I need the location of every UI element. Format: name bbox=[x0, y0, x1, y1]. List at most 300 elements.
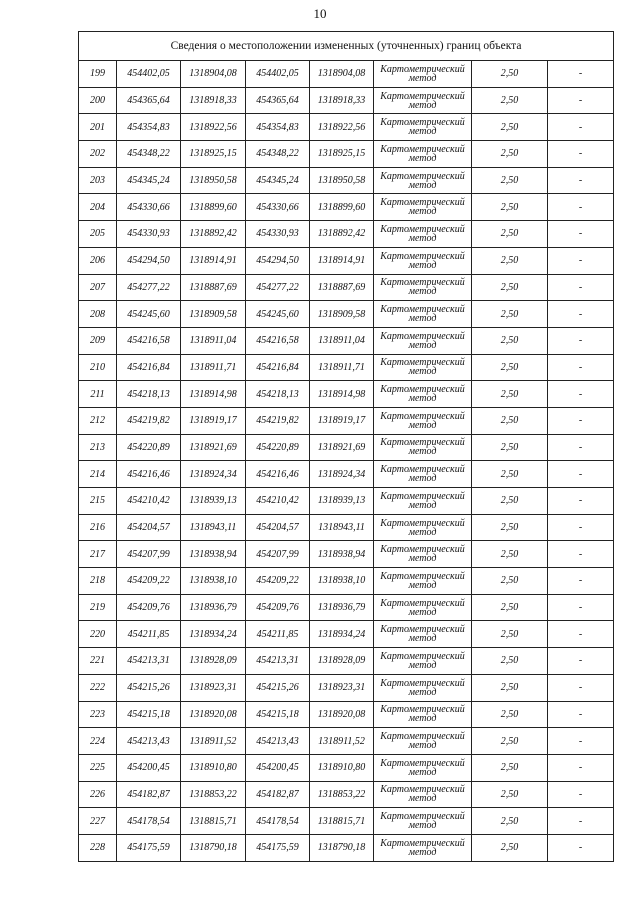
method-line-2: метод bbox=[408, 366, 437, 378]
x-existing-cell: 454219,82 bbox=[117, 407, 181, 434]
y-existing-cell: 1318910,80 bbox=[181, 754, 246, 781]
table-row bbox=[79, 461, 614, 488]
x-existing-cell: 454213,43 bbox=[117, 728, 181, 755]
point-number-cell: 225 bbox=[79, 754, 117, 781]
method-line-2: метод bbox=[408, 740, 437, 752]
x-refined-cell: 454200,45 bbox=[246, 754, 310, 781]
method-line-2: метод bbox=[408, 339, 437, 351]
y-existing-cell: 1318938,94 bbox=[181, 541, 246, 568]
y-existing-cell: 1318938,10 bbox=[181, 568, 246, 595]
method-cell bbox=[374, 808, 472, 835]
method-line-2: метод bbox=[408, 553, 437, 565]
method-line-2: метод bbox=[408, 286, 437, 298]
note-cell: - bbox=[548, 87, 614, 114]
x-existing-cell: 454220,89 bbox=[117, 434, 181, 461]
y-refined-cell: 1318924,34 bbox=[310, 461, 374, 488]
method-cell bbox=[374, 221, 472, 248]
method-cell bbox=[374, 434, 472, 461]
table-row bbox=[79, 568, 614, 595]
method-line-2: метод bbox=[408, 446, 437, 458]
y-refined-cell: 1318936,79 bbox=[310, 594, 374, 621]
x-refined-cell: 454215,18 bbox=[246, 701, 310, 728]
y-existing-cell: 1318943,11 bbox=[181, 514, 246, 541]
x-refined-cell: 454213,31 bbox=[246, 648, 310, 675]
method-line-2: метод bbox=[408, 659, 437, 671]
method-line-1: Картометрический bbox=[380, 90, 465, 102]
accuracy-cell: 2,50 bbox=[472, 834, 548, 861]
x-existing-cell: 454207,99 bbox=[117, 541, 181, 568]
y-existing-cell: 1318934,24 bbox=[181, 621, 246, 648]
method-line-1: Картометрический bbox=[380, 597, 465, 609]
note-cell: - bbox=[548, 514, 614, 541]
accuracy-cell: 2,50 bbox=[472, 461, 548, 488]
method-cell bbox=[374, 541, 472, 568]
method-line-2: метод bbox=[408, 419, 437, 431]
point-number-cell: 208 bbox=[79, 301, 117, 328]
method-line-1: Картометрический bbox=[380, 357, 465, 369]
accuracy-cell: 2,50 bbox=[472, 301, 548, 328]
method-line-2: метод bbox=[408, 713, 437, 725]
note-cell: - bbox=[548, 327, 614, 354]
x-refined-cell: 454245,60 bbox=[246, 301, 310, 328]
table-row bbox=[79, 434, 614, 461]
note-cell: - bbox=[548, 141, 614, 168]
note-cell: - bbox=[548, 488, 614, 515]
method-cell bbox=[374, 568, 472, 595]
x-refined-cell: 454345,24 bbox=[246, 167, 310, 194]
table-row bbox=[79, 488, 614, 515]
accuracy-cell: 2,50 bbox=[472, 61, 548, 88]
note-cell: - bbox=[548, 274, 614, 301]
x-refined-cell: 454211,85 bbox=[246, 621, 310, 648]
method-line-1: Картометрический bbox=[380, 63, 465, 75]
x-existing-cell: 454216,84 bbox=[117, 354, 181, 381]
x-existing-cell: 454330,93 bbox=[117, 221, 181, 248]
point-number-cell: 204 bbox=[79, 194, 117, 221]
table-row bbox=[79, 274, 614, 301]
x-existing-cell: 454175,59 bbox=[117, 834, 181, 861]
point-number-cell: 215 bbox=[79, 488, 117, 515]
method-line-2: метод bbox=[408, 152, 437, 164]
x-existing-cell: 454345,24 bbox=[117, 167, 181, 194]
method-line-2: метод bbox=[408, 393, 437, 405]
y-refined-cell: 1318853,22 bbox=[310, 781, 374, 808]
note-cell: - bbox=[548, 221, 614, 248]
method-line-1: Картометрический bbox=[380, 704, 465, 716]
y-existing-cell: 1318920,08 bbox=[181, 701, 246, 728]
method-line-2: метод bbox=[408, 126, 437, 138]
y-refined-cell: 1318790,18 bbox=[310, 834, 374, 861]
y-existing-cell: 1318909,58 bbox=[181, 301, 246, 328]
method-line-1: Картометрический bbox=[380, 250, 465, 262]
table-row bbox=[79, 514, 614, 541]
note-cell: - bbox=[548, 834, 614, 861]
point-number-cell: 227 bbox=[79, 808, 117, 835]
y-existing-cell: 1318911,52 bbox=[181, 728, 246, 755]
method-cell bbox=[374, 61, 472, 88]
y-existing-cell: 1318939,13 bbox=[181, 488, 246, 515]
x-refined-cell: 454209,22 bbox=[246, 568, 310, 595]
accuracy-cell: 2,50 bbox=[472, 568, 548, 595]
method-cell bbox=[374, 781, 472, 808]
accuracy-cell: 2,50 bbox=[472, 221, 548, 248]
point-number-cell: 213 bbox=[79, 434, 117, 461]
note-cell: - bbox=[548, 808, 614, 835]
accuracy-cell: 2,50 bbox=[472, 194, 548, 221]
y-existing-cell: 1318925,15 bbox=[181, 141, 246, 168]
x-refined-cell: 454210,42 bbox=[246, 488, 310, 515]
method-line-1: Картометрический bbox=[380, 757, 465, 769]
note-cell: - bbox=[548, 754, 614, 781]
point-number-cell: 223 bbox=[79, 701, 117, 728]
method-line-2: метод bbox=[408, 846, 437, 858]
point-number-cell: 211 bbox=[79, 381, 117, 408]
x-refined-cell: 454209,76 bbox=[246, 594, 310, 621]
point-number-cell: 199 bbox=[79, 61, 117, 88]
y-existing-cell: 1318790,18 bbox=[181, 834, 246, 861]
point-number-cell: 212 bbox=[79, 407, 117, 434]
method-line-2: метод bbox=[408, 793, 437, 805]
method-cell bbox=[374, 594, 472, 621]
method-cell bbox=[374, 114, 472, 141]
note-cell: - bbox=[548, 541, 614, 568]
method-cell bbox=[374, 354, 472, 381]
x-refined-cell: 454216,46 bbox=[246, 461, 310, 488]
y-refined-cell: 1318892,42 bbox=[310, 221, 374, 248]
y-existing-cell: 1318892,42 bbox=[181, 221, 246, 248]
y-existing-cell: 1318924,34 bbox=[181, 461, 246, 488]
method-line-1: Картометрический bbox=[380, 223, 465, 235]
y-refined-cell: 1318904,08 bbox=[310, 61, 374, 88]
table-row bbox=[79, 834, 614, 861]
y-refined-cell: 1318909,58 bbox=[310, 301, 374, 328]
y-refined-cell: 1318914,98 bbox=[310, 381, 374, 408]
method-cell bbox=[374, 514, 472, 541]
boundary-coordinates-table bbox=[78, 31, 614, 862]
table-row bbox=[79, 114, 614, 141]
method-cell bbox=[374, 407, 472, 434]
x-existing-cell: 454211,85 bbox=[117, 621, 181, 648]
method-line-2: метод bbox=[408, 313, 437, 325]
method-line-1: Картометрический bbox=[380, 650, 465, 662]
x-refined-cell: 454213,43 bbox=[246, 728, 310, 755]
point-number-cell: 209 bbox=[79, 327, 117, 354]
point-number-cell: 216 bbox=[79, 514, 117, 541]
accuracy-cell: 2,50 bbox=[472, 327, 548, 354]
accuracy-cell: 2,50 bbox=[472, 114, 548, 141]
point-number-cell: 218 bbox=[79, 568, 117, 595]
x-existing-cell: 454245,60 bbox=[117, 301, 181, 328]
method-line-2: метод bbox=[408, 579, 437, 591]
method-cell bbox=[374, 728, 472, 755]
accuracy-cell: 2,50 bbox=[472, 781, 548, 808]
accuracy-cell: 2,50 bbox=[472, 808, 548, 835]
y-refined-cell: 1318925,15 bbox=[310, 141, 374, 168]
y-existing-cell: 1318922,56 bbox=[181, 114, 246, 141]
table-row bbox=[79, 194, 614, 221]
x-refined-cell: 454330,93 bbox=[246, 221, 310, 248]
accuracy-cell: 2,50 bbox=[472, 488, 548, 515]
accuracy-cell: 2,50 bbox=[472, 87, 548, 114]
note-cell: - bbox=[548, 194, 614, 221]
note-cell: - bbox=[548, 701, 614, 728]
accuracy-cell: 2,50 bbox=[472, 754, 548, 781]
y-existing-cell: 1318853,22 bbox=[181, 781, 246, 808]
table-row bbox=[79, 141, 614, 168]
y-refined-cell: 1318914,91 bbox=[310, 247, 374, 274]
table-row bbox=[79, 808, 614, 835]
method-line-1: Картометрический bbox=[380, 117, 465, 129]
table-row bbox=[79, 728, 614, 755]
x-existing-cell: 454213,31 bbox=[117, 648, 181, 675]
table-row bbox=[79, 407, 614, 434]
method-line-1: Картометрический bbox=[380, 170, 465, 182]
point-number-cell: 206 bbox=[79, 247, 117, 274]
method-line-1: Картометрический bbox=[380, 384, 465, 396]
method-line-1: Картометрический bbox=[380, 517, 465, 529]
x-existing-cell: 454182,87 bbox=[117, 781, 181, 808]
y-existing-cell: 1318919,17 bbox=[181, 407, 246, 434]
method-cell bbox=[374, 301, 472, 328]
x-refined-cell: 454216,84 bbox=[246, 354, 310, 381]
y-refined-cell: 1318911,04 bbox=[310, 327, 374, 354]
method-cell bbox=[374, 621, 472, 648]
y-existing-cell: 1318950,58 bbox=[181, 167, 246, 194]
x-existing-cell: 454216,58 bbox=[117, 327, 181, 354]
table-row bbox=[79, 247, 614, 274]
method-cell bbox=[374, 648, 472, 675]
point-number-cell: 217 bbox=[79, 541, 117, 568]
x-refined-cell: 454215,26 bbox=[246, 674, 310, 701]
point-number-cell: 207 bbox=[79, 274, 117, 301]
method-line-1: Картометрический bbox=[380, 304, 465, 316]
method-cell bbox=[374, 247, 472, 274]
method-line-2: метод bbox=[408, 99, 437, 111]
y-refined-cell: 1318938,10 bbox=[310, 568, 374, 595]
accuracy-cell: 2,50 bbox=[472, 381, 548, 408]
method-cell bbox=[374, 274, 472, 301]
note-cell: - bbox=[548, 594, 614, 621]
x-existing-cell: 454200,45 bbox=[117, 754, 181, 781]
x-refined-cell: 454354,83 bbox=[246, 114, 310, 141]
method-line-2: метод bbox=[408, 766, 437, 778]
table-row bbox=[79, 541, 614, 568]
method-cell bbox=[374, 194, 472, 221]
y-refined-cell: 1318887,69 bbox=[310, 274, 374, 301]
method-line-1: Картометрический bbox=[380, 197, 465, 209]
note-cell: - bbox=[548, 728, 614, 755]
method-line-1: Картометрический bbox=[380, 624, 465, 636]
note-cell: - bbox=[548, 61, 614, 88]
x-refined-cell: 454402,05 bbox=[246, 61, 310, 88]
y-refined-cell: 1318923,31 bbox=[310, 674, 374, 701]
y-refined-cell: 1318921,69 bbox=[310, 434, 374, 461]
y-existing-cell: 1318899,60 bbox=[181, 194, 246, 221]
x-refined-cell: 454204,57 bbox=[246, 514, 310, 541]
method-cell bbox=[374, 87, 472, 114]
table-row bbox=[79, 701, 614, 728]
table-row bbox=[79, 354, 614, 381]
method-line-2: метод bbox=[408, 206, 437, 218]
accuracy-cell: 2,50 bbox=[472, 434, 548, 461]
note-cell: - bbox=[548, 674, 614, 701]
note-cell: - bbox=[548, 461, 614, 488]
point-number-cell: 222 bbox=[79, 674, 117, 701]
point-number-cell: 224 bbox=[79, 728, 117, 755]
note-cell: - bbox=[548, 354, 614, 381]
point-number-cell: 202 bbox=[79, 141, 117, 168]
x-refined-cell: 454216,58 bbox=[246, 327, 310, 354]
y-existing-cell: 1318923,31 bbox=[181, 674, 246, 701]
y-refined-cell: 1318911,71 bbox=[310, 354, 374, 381]
table-row bbox=[79, 221, 614, 248]
method-line-2: метод bbox=[408, 259, 437, 271]
x-refined-cell: 454277,22 bbox=[246, 274, 310, 301]
y-refined-cell: 1318939,13 bbox=[310, 488, 374, 515]
method-line-1: Картометрический bbox=[380, 837, 465, 849]
method-line-1: Картометрический bbox=[380, 410, 465, 422]
y-existing-cell: 1318936,79 bbox=[181, 594, 246, 621]
note-cell: - bbox=[548, 114, 614, 141]
table-row bbox=[79, 621, 614, 648]
note-cell: - bbox=[548, 381, 614, 408]
method-line-1: Картометрический bbox=[380, 464, 465, 476]
table-row bbox=[79, 674, 614, 701]
table-title-row bbox=[79, 32, 614, 61]
method-cell bbox=[374, 141, 472, 168]
note-cell: - bbox=[548, 407, 614, 434]
y-existing-cell: 1318911,71 bbox=[181, 354, 246, 381]
note-cell: - bbox=[548, 648, 614, 675]
table-row bbox=[79, 594, 614, 621]
x-refined-cell: 454218,13 bbox=[246, 381, 310, 408]
method-line-1: Картометрический bbox=[380, 811, 465, 823]
point-number-cell: 203 bbox=[79, 167, 117, 194]
x-existing-cell: 454365,64 bbox=[117, 87, 181, 114]
y-refined-cell: 1318815,71 bbox=[310, 808, 374, 835]
table-row bbox=[79, 754, 614, 781]
x-refined-cell: 454330,66 bbox=[246, 194, 310, 221]
method-cell bbox=[374, 381, 472, 408]
note-cell: - bbox=[548, 434, 614, 461]
note-cell: - bbox=[548, 301, 614, 328]
method-line-2: метод bbox=[408, 473, 437, 485]
point-number-cell: 214 bbox=[79, 461, 117, 488]
x-refined-cell: 454365,64 bbox=[246, 87, 310, 114]
method-cell bbox=[374, 754, 472, 781]
y-refined-cell: 1318918,33 bbox=[310, 87, 374, 114]
x-refined-cell: 454348,22 bbox=[246, 141, 310, 168]
table-row bbox=[79, 61, 614, 88]
method-cell bbox=[374, 834, 472, 861]
accuracy-cell: 2,50 bbox=[472, 407, 548, 434]
x-existing-cell: 454348,22 bbox=[117, 141, 181, 168]
x-refined-cell: 454182,87 bbox=[246, 781, 310, 808]
y-existing-cell: 1318904,08 bbox=[181, 61, 246, 88]
accuracy-cell: 2,50 bbox=[472, 621, 548, 648]
accuracy-cell: 2,50 bbox=[472, 541, 548, 568]
method-line-1: Картометрический bbox=[380, 570, 465, 582]
y-existing-cell: 1318921,69 bbox=[181, 434, 246, 461]
note-cell: - bbox=[548, 247, 614, 274]
method-cell bbox=[374, 701, 472, 728]
y-existing-cell: 1318911,04 bbox=[181, 327, 246, 354]
x-existing-cell: 454218,13 bbox=[117, 381, 181, 408]
y-refined-cell: 1318920,08 bbox=[310, 701, 374, 728]
x-existing-cell: 454294,50 bbox=[117, 247, 181, 274]
accuracy-cell: 2,50 bbox=[472, 514, 548, 541]
note-cell: - bbox=[548, 568, 614, 595]
method-line-2: метод bbox=[408, 606, 437, 618]
method-line-2: метод bbox=[408, 633, 437, 645]
y-refined-cell: 1318950,58 bbox=[310, 167, 374, 194]
table-row bbox=[79, 648, 614, 675]
point-number-cell: 205 bbox=[79, 221, 117, 248]
method-cell bbox=[374, 488, 472, 515]
x-existing-cell: 454330,66 bbox=[117, 194, 181, 221]
table-row bbox=[79, 167, 614, 194]
y-existing-cell: 1318815,71 bbox=[181, 808, 246, 835]
y-refined-cell: 1318922,56 bbox=[310, 114, 374, 141]
method-cell bbox=[374, 327, 472, 354]
note-cell: - bbox=[548, 167, 614, 194]
x-refined-cell: 454178,54 bbox=[246, 808, 310, 835]
point-number-cell: 221 bbox=[79, 648, 117, 675]
x-existing-cell: 454209,76 bbox=[117, 594, 181, 621]
method-line-1: Картометрический bbox=[380, 143, 465, 155]
method-line-2: метод bbox=[408, 526, 437, 538]
method-line-2: метод bbox=[408, 499, 437, 511]
accuracy-cell: 2,50 bbox=[472, 594, 548, 621]
x-existing-cell: 454216,46 bbox=[117, 461, 181, 488]
method-line-1: Картометрический bbox=[380, 544, 465, 556]
y-refined-cell: 1318910,80 bbox=[310, 754, 374, 781]
method-line-2: метод bbox=[408, 686, 437, 698]
y-existing-cell: 1318914,98 bbox=[181, 381, 246, 408]
x-refined-cell: 454175,59 bbox=[246, 834, 310, 861]
table-title: Сведения о местоположении измененных (уточненных) границ объекта bbox=[79, 32, 614, 61]
note-cell: - bbox=[548, 781, 614, 808]
accuracy-cell: 2,50 bbox=[472, 728, 548, 755]
x-existing-cell: 454204,57 bbox=[117, 514, 181, 541]
method-line-2: метод bbox=[408, 179, 437, 191]
y-refined-cell: 1318919,17 bbox=[310, 407, 374, 434]
point-number-cell: 200 bbox=[79, 87, 117, 114]
table-row bbox=[79, 381, 614, 408]
y-existing-cell: 1318887,69 bbox=[181, 274, 246, 301]
method-line-2: метод bbox=[408, 232, 437, 244]
method-line-1: Картометрический bbox=[380, 677, 465, 689]
accuracy-cell: 2,50 bbox=[472, 648, 548, 675]
y-existing-cell: 1318914,91 bbox=[181, 247, 246, 274]
accuracy-cell: 2,50 bbox=[472, 247, 548, 274]
y-refined-cell: 1318899,60 bbox=[310, 194, 374, 221]
point-number-cell: 226 bbox=[79, 781, 117, 808]
point-number-cell: 228 bbox=[79, 834, 117, 861]
method-line-2: метод bbox=[408, 820, 437, 832]
accuracy-cell: 2,50 bbox=[472, 274, 548, 301]
y-refined-cell: 1318934,24 bbox=[310, 621, 374, 648]
note-cell: - bbox=[548, 621, 614, 648]
x-existing-cell: 454178,54 bbox=[117, 808, 181, 835]
x-existing-cell: 454215,18 bbox=[117, 701, 181, 728]
y-refined-cell: 1318938,94 bbox=[310, 541, 374, 568]
x-refined-cell: 454294,50 bbox=[246, 247, 310, 274]
accuracy-cell: 2,50 bbox=[472, 167, 548, 194]
point-number-cell: 220 bbox=[79, 621, 117, 648]
table-row bbox=[79, 781, 614, 808]
x-existing-cell: 454209,22 bbox=[117, 568, 181, 595]
